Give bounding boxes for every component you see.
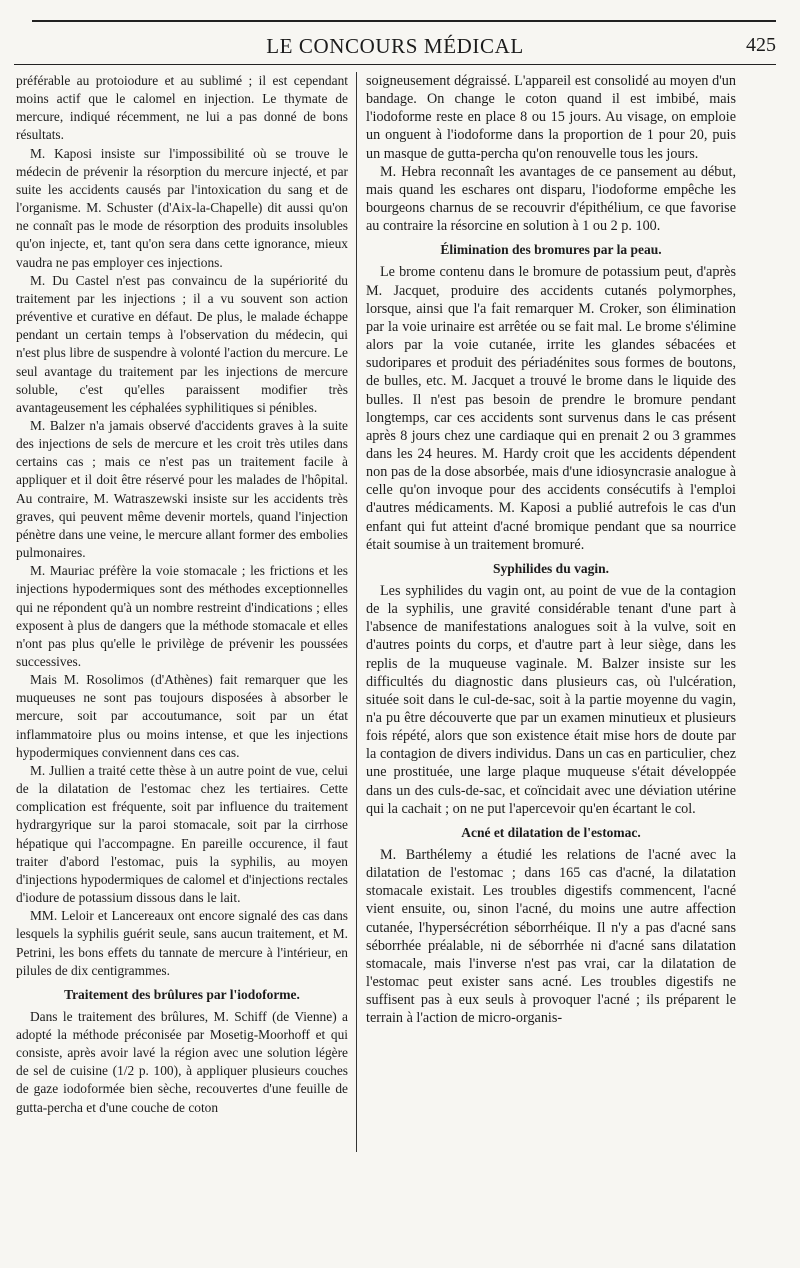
paragraph: M. Mauriac préfère la voie stomacale ; les frictions et les injections hypodermiques sont des méthodes exceptionnelles qui ne répondent qu'à un nombre restreint d'indications ; elles exposent à plus de dangers que la méthode stomacale et elles n'ont pas plus qu'elle le privilège de prévenir les poussées successives. xyxy=(16,563,348,669)
paragraph: M. Jullien a traité cette thèse à un autre point de vue, celui de la dilatation de l'estomac chez les tertiaires. Cette complication est fréquente, soit par influence du traitement hydrargyrique sur la paroi stomacale, soit par la cirrhose hépatique qui l'accompagne. En pareille occurence, il faut traiter d'abord l'estomac, puis la syphilis, au moyen d'injections hypodermiques de calomel et d'injections rectales d'iodure de potassium dissous dans le lait. xyxy=(16,762,348,906)
paragraph: Les syphilides du vagin ont, au point de vue de la contagion de la syphilis, une gravité considérable tenant d'une part à l'absence de manifestations analogues soit à la vulve, soit en d'autres points du corps, et d'autre part à leur siège, dans les replis de la muqueuse vaginale. M. Balzer insiste sur les difficultés du diagnostic dans plusieurs cas, où l'ulcération, située soit dans le cul-de-sac, soit à la partie moyenne du vagin, n'a pu être découverte que par un examen minutieux et plusieurs fois répété, alors que son existence était mise hors de doute par la contagion de divers individus. Dans un cas en particulier, chez une prostituée, une large plaque muqueuse s'était développée dans un des culs-de-sac, et coïncidait avec une déviation utérine qui la cachait ; on ne put l'apercevoir qu'en écartant le col. xyxy=(366,582,736,817)
header-rule-top xyxy=(32,20,776,22)
paragraph: M. Du Castel n'est pas convaincu de la supériorité du traitement par les injections ; il a vu souvent son action préventive et curative en défaut. De plus, le malade échappe pendant un certain temps à l'observation du médecin, qui n'est plus libre de suspendre à volonté l'action du mercure. Le seul avantage du traitement par les injections de mercure soluble, c'est qu'elles paraissent modifier très avantageusement les céphalées syphilitiques si pénibles. xyxy=(16,272,348,415)
paragraph: soigneusement dégraissé. L'appareil est consolidé au moyen d'un bandage. On change le coton quand il est imbibé, mais l'iodoforme reste en place 8 ou 15 jours. Au visage, on emploie un onguent à l'iodoforme dans la proportion de 1 pour 20, puis un masque de gutta-percha qu'on renouvelle tous les jours. xyxy=(366,73,736,162)
paragraph: M. Barthélemy a étudié les relations de l'acné avec la dilatation de l'estomac ; dans 165 cas d'acné, la dilatation stomacale existait. Les troubles digestifs commencent, l'acné vient ensuite, ou, sinon l'acné, du moins une autre affection cutanée, l'hypersécrétion séborrhéique. Il n'y a pas d'acné sans séborrhée préalable, ni de séborrhée ni d'acné sans dilatation stomacale, mais l'inverse n'est pas vrai, car la dilatation de l'estomac peut exister sans acné. Les troubles digestifs ne suffisent pas à eux seuls à provoquer l'acné ; ils préparent le terrain à l'action de micro-organis- xyxy=(366,846,736,1027)
page-header xyxy=(14,12,776,70)
paragraph: M. Hebra reconnaît les avantages de ce pansement au début, mais quand les eschares ont disparu, l'iodoforme empêche les bourgeons charnus de se recouvrir d'épithélium, ce que favorise au contraire la résorcine en solution à 1 ou 2 p. 100. xyxy=(366,163,736,235)
section-heading: Acné et dilatation de l'estomac. xyxy=(461,824,641,840)
paragraph: préférable au protoiodure et au sublimé ; il est cependant moins actif que le calomel en injection. Le thymate de mercure, indiqué récemment, ne lui a pas donné de bons résultats. xyxy=(16,73,348,143)
right-column xyxy=(366,72,736,1252)
section-heading: Traitement des brûlures par l'iodoforme. xyxy=(64,986,300,1002)
paragraph: Le brome contenu dans le bromure de potassium peut, d'après M. Jacquet, produire des accidents cutanés polymorphes, lorsque, ainsi que l'a fait remarquer M. Croker, son élimination par la voie urinaire est arrêtée ou se fait mal. Le brome s'élimine alors par la voie cutanée, irrite les glandes sébacées et sudoripares et produit des périadénites sous formes de boutons, de bulles, etc. M. Jacquet a trouvé le brome dans le liquide des bulles. Il n'est pas besoin de prendre le bromure pendant longtemps, car ces accidents sont survenus dans le cas présent après 8 jours chez une cardiaque qui en prenait 2 ou 3 grammes dans les 24 heures. M. Hardy croit que les accidents dépendent non pas de la dose absorbée, mais d'une idiosyncrasie analogue à celle qu'on invoque pour des accidents consécutifs à l'emploi d'autres médicaments. M. Kaposi a publié autrefois le cas d'un enfant qui fut atteint d'acné bromique pendant que sa nourrice était soumise à un traitement bromuré. xyxy=(366,264,736,553)
section-heading: Syphilides du vagin. xyxy=(493,560,609,576)
paragraph: MM. Leloir et Lancereaux ont encore signalé des cas dans lesquels la syphilis guérit seule, sans aucun traitement, et M. Petrini, les bons effets du tannate de mercure à l'intérieur, en pilules de dix centigrammes. xyxy=(16,908,348,978)
left-column xyxy=(16,72,348,1252)
paragraph: Mais M. Rosolimos (d'Athènes) fait remarquer que les muqueuses ne sont pas toujours disposées à absorber le mercure, soit par accoutumance, soit par un état inflammatoire plus ou moins intense, et que les injections hypodermiques conviennent dans ces cas. xyxy=(16,672,348,760)
paragraph: M. Kaposi insiste sur l'impossibilité où se trouve le médecin de prévenir la résorption du mercure injecté, et par suite les accidents causés par l'intoxication du sang et de l'organisme. M. Schuster (d'Aix-la-Chapelle) dit aussi qu'on ne connaît pas le mode de résorption des produits insolubles qu'on injecte, et, tant qu'on sera dans cette ignorance, mieux vaudra ne pas employer ces injections. xyxy=(16,145,348,270)
header-rule-bottom xyxy=(14,64,776,65)
column-divider xyxy=(356,72,357,1152)
paragraph: Dans le traitement des brûlures, M. Schiff (de Vienne) a adopté la méthode préconisée par Mosetig-Moorhoff et qui consiste, après avoir lavé la région avec une solution légère de sel de cuisine (1/2 p. 100), à appliquer plusieurs couches de gaze iodoformée bien sèche, recouvertes d'une feuille de gutta-percha et d'une couche de coton xyxy=(16,1008,348,1115)
paragraph: M. Balzer n'a jamais observé d'accidents graves à la suite des injections de sels de mercure et les croit très utiles dans certains cas ; mais ce n'est pas un traitement facile à appliquer et il doit être réservé pour les malades de l'hôpital. Au contraire, M. Watraszewski insiste sur les accidents très graves, qui peuvent même devenir mortels, quand l'injection pénètre dans une veine, le mercure allant former des embolies pulmonaires. xyxy=(16,417,348,561)
page-number: 425 xyxy=(746,34,776,56)
two-column-body xyxy=(16,72,782,1252)
section-heading: Élimination des bromures par la peau. xyxy=(440,242,662,258)
journal-title: LE CONCOURS MÉDICAL xyxy=(266,34,524,58)
